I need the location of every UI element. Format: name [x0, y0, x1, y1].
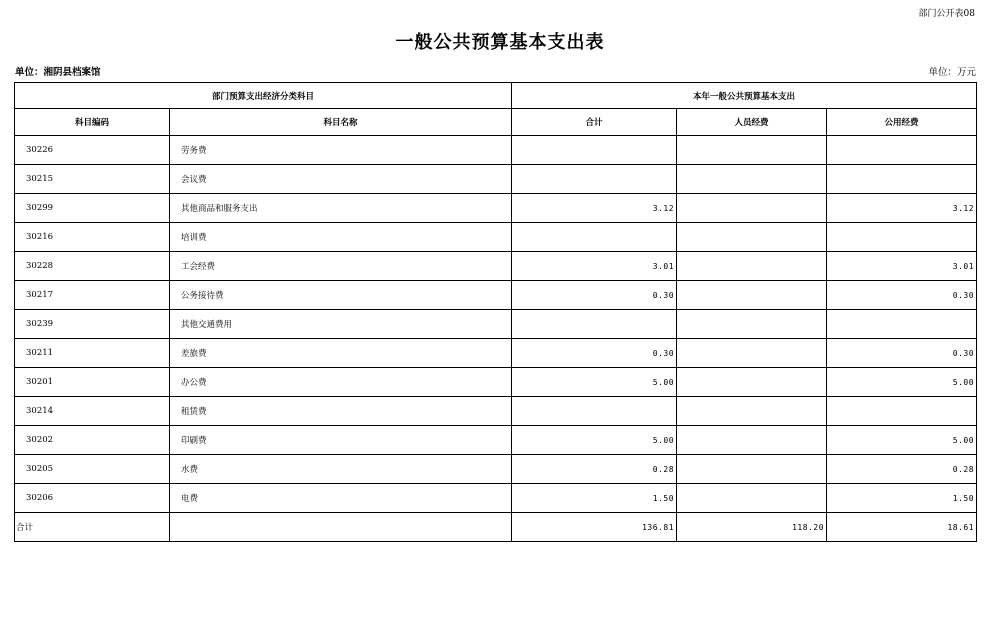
cell-total: 1.50	[512, 484, 677, 513]
cell-public: 5.00	[827, 426, 977, 455]
group-header-row	[15, 83, 977, 109]
cell-total	[512, 223, 677, 252]
cell-total	[512, 136, 677, 165]
cell-total: 0.30	[512, 281, 677, 310]
cell-total: 3.01	[512, 252, 677, 281]
cell-personnel	[677, 281, 827, 310]
col-header-public: 公用经费	[827, 109, 977, 136]
cell-name: 其他交通费用	[170, 310, 512, 339]
group-header-classification: 部门预算支出经济分类科目	[15, 83, 512, 109]
cell-personnel	[677, 455, 827, 484]
cell-personnel	[677, 310, 827, 339]
cell-code: 30239	[15, 310, 170, 339]
table-row	[15, 426, 977, 455]
cell-name: 水费	[170, 455, 512, 484]
cell-name: 印刷费	[170, 426, 512, 455]
unit-organization: 单位：湘阴县档案馆	[15, 67, 101, 78]
cell-name: 租赁费	[170, 397, 512, 426]
total-public: 18.61	[827, 513, 977, 542]
column-header-row	[15, 109, 977, 136]
cell-name: 工会经费	[170, 252, 512, 281]
cell-total: 5.00	[512, 368, 677, 397]
cell-code: 30202	[15, 426, 170, 455]
cell-code: 30215	[15, 165, 170, 194]
cell-code: 30217	[15, 281, 170, 310]
cell-personnel	[677, 165, 827, 194]
cell-personnel	[677, 194, 827, 223]
total-label: 合计	[15, 513, 170, 542]
col-header-name: 科目名称	[170, 109, 512, 136]
form-code: 部门公开表08	[918, 9, 975, 19]
cell-total	[512, 165, 677, 194]
unit-currency: 单位：万元	[928, 67, 976, 78]
cell-total: 3.12	[512, 194, 677, 223]
table-row	[15, 339, 977, 368]
cell-public	[827, 310, 977, 339]
cell-total	[512, 397, 677, 426]
table-row	[15, 194, 977, 223]
table-row	[15, 368, 977, 397]
cell-public: 0.28	[827, 455, 977, 484]
cell-personnel	[677, 426, 827, 455]
col-header-code: 科目编码	[15, 109, 170, 136]
cell-public	[827, 165, 977, 194]
cell-public: 1.50	[827, 484, 977, 513]
cell-public: 3.01	[827, 252, 977, 281]
table-row	[15, 397, 977, 426]
page-title: 一般公共预算基本支出表	[395, 32, 605, 53]
cell-public	[827, 223, 977, 252]
cell-code: 30299	[15, 194, 170, 223]
table-row	[15, 455, 977, 484]
col-header-personnel: 人员经费	[677, 109, 827, 136]
group-header-expenditure: 本年一般公共预算基本支出	[512, 83, 977, 109]
cell-code: 30226	[15, 136, 170, 165]
cell-code: 30216	[15, 223, 170, 252]
table-row	[15, 165, 977, 194]
cell-public: 3.12	[827, 194, 977, 223]
cell-total: 5.00	[512, 426, 677, 455]
cell-personnel	[677, 223, 827, 252]
total-row	[15, 513, 977, 542]
table-row	[15, 484, 977, 513]
cell-name: 会议费	[170, 165, 512, 194]
cell-code: 30201	[15, 368, 170, 397]
cell-name: 公务接待费	[170, 281, 512, 310]
cell-code: 30214	[15, 397, 170, 426]
table-row	[15, 136, 977, 165]
table-row	[15, 281, 977, 310]
cell-public: 0.30	[827, 281, 977, 310]
cell-personnel	[677, 484, 827, 513]
col-header-total: 合计	[512, 109, 677, 136]
cell-name: 劳务费	[170, 136, 512, 165]
cell-public	[827, 397, 977, 426]
total-personnel: 118.20	[677, 513, 827, 542]
cell-name: 其他商品和服务支出	[170, 194, 512, 223]
cell-name: 差旅费	[170, 339, 512, 368]
cell-personnel	[677, 339, 827, 368]
cell-code: 30205	[15, 455, 170, 484]
cell-public: 0.30	[827, 339, 977, 368]
budget-table	[14, 82, 977, 542]
cell-public	[827, 136, 977, 165]
cell-public: 5.00	[827, 368, 977, 397]
cell-name: 电费	[170, 484, 512, 513]
cell-personnel	[677, 368, 827, 397]
table-row	[15, 252, 977, 281]
cell-total: 0.28	[512, 455, 677, 484]
cell-name: 培训费	[170, 223, 512, 252]
cell-total	[512, 310, 677, 339]
table-row	[15, 223, 977, 252]
cell-code: 30211	[15, 339, 170, 368]
table-row	[15, 310, 977, 339]
total-name-cell	[170, 513, 512, 542]
cell-total: 0.30	[512, 339, 677, 368]
cell-personnel	[677, 252, 827, 281]
cell-personnel	[677, 397, 827, 426]
cell-code: 30206	[15, 484, 170, 513]
cell-name: 办公费	[170, 368, 512, 397]
total-sum: 136.81	[512, 513, 677, 542]
cell-code: 30228	[15, 252, 170, 281]
cell-personnel	[677, 136, 827, 165]
